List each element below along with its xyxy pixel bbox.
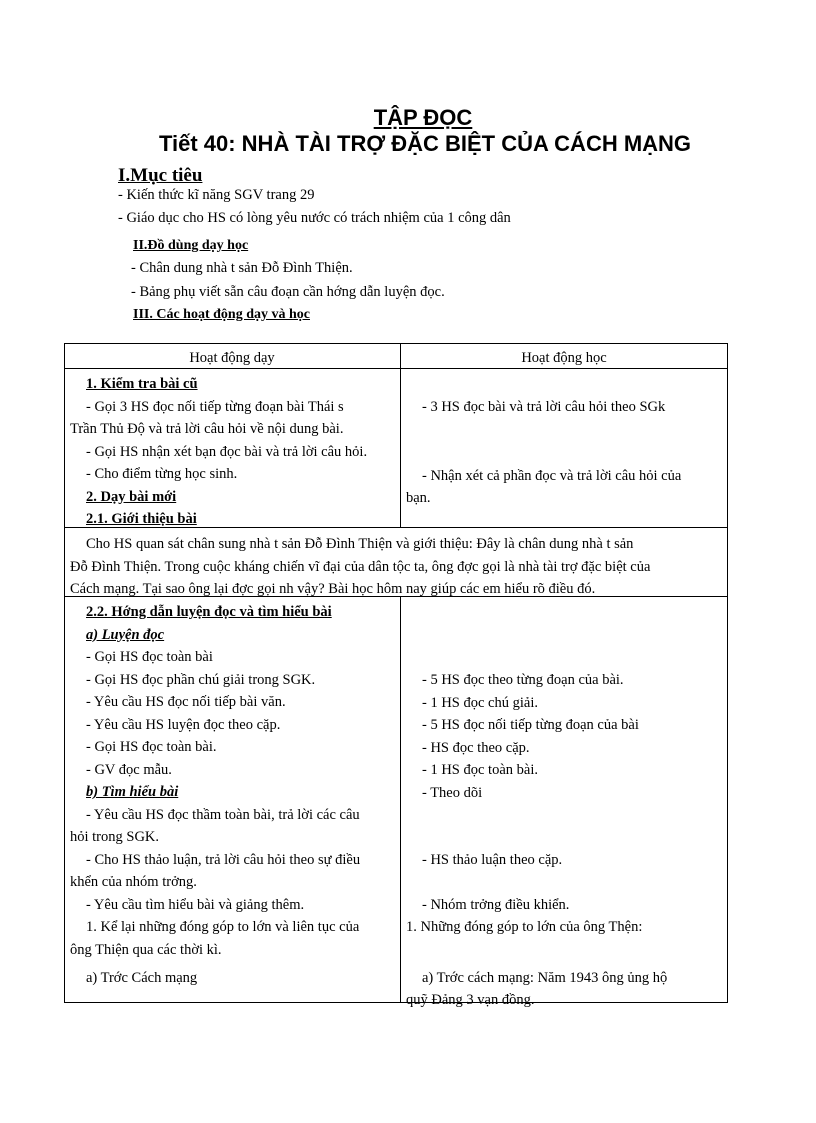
part1-student-line: - Nhận xét cả phần đọc và trả lời câu hỏi của (422, 467, 682, 484)
teacher-line: - Gọi HS đọc toàn bài. (86, 739, 217, 755)
header-student: Hoạt động học (521, 350, 607, 366)
student-line: - HS thảo luận theo cặp. (422, 852, 563, 868)
part1-teacher-cell (70, 373, 396, 531)
part1-line: - Gọi 3 HS đọc nối tiếp từng đoạn bài Thái s (86, 398, 344, 415)
part1-heading: 1. Kiểm tra bài cũ (86, 376, 198, 392)
part2-teacher-cell (70, 601, 396, 990)
section22-heading: 2.2. Hớng dẫn luyện đọc và tìm hiểu bài (86, 604, 332, 620)
student-line: 1. Những đóng góp to lớn của ông Thện: (406, 919, 643, 935)
teacher-line: a) Trớc Cách mạng (86, 970, 198, 986)
part2-student-cell (406, 669, 722, 1012)
column-divider-bottom (400, 596, 401, 1003)
section-activities-heading: III. Các hoạt động dạy và học (133, 307, 310, 322)
part1-student-line: - 3 HS đọc bài và trả lời câu hỏi theo SGk (422, 399, 666, 415)
column-divider-top (400, 343, 401, 527)
teacher-line: - GV đọc mẫu. (86, 761, 172, 778)
student-line: quỹ Đảng 3 vạn đồng. (406, 992, 535, 1008)
student-line: - Theo dõi (422, 784, 483, 801)
teacher-line: 1. Kể lại những đóng góp to lớn và liên tục của (86, 919, 360, 935)
teacher-line: - Gọi HS đọc phần chú giải trong SGK. (86, 671, 316, 688)
objective-item: - Kiến thức kĩ năng SGV trang 29 (118, 187, 315, 203)
teacher-line: hỏi trong SGK. (70, 829, 160, 845)
material-item: - Bảng phụ viết sẵn câu đoạn cần hớng dẫn luyện đọc. (131, 284, 445, 300)
student-line: - Nhóm trởng điều khiển. (422, 896, 570, 913)
student-line: - 1 HS đọc chú giải. (422, 694, 538, 711)
comprehension-heading: b) Tìm hiểu bài (86, 784, 179, 800)
part1-student-line: bạn. (406, 490, 431, 506)
part1-line: Trần Thủ Độ và trả lời câu hỏi về nội dung bài. (70, 421, 344, 437)
teacher-line: khển của nhóm trởng. (70, 874, 197, 890)
objective-item: - Giáo dục cho HS có lòng yêu nước có trách nhiệm của 1 công dân (118, 210, 511, 226)
section-objectives-heading: I.Mục tiêu (118, 165, 203, 186)
lesson-title: Tiết 40: NHÀ TÀI TRỢ ĐẶC BIỆT CỦA CÁCH MẠNG (158, 131, 692, 156)
teacher-line: - Yêu cầu tìm hiểu bài và giảng thêm. (86, 896, 305, 913)
part1-student-cell (406, 396, 722, 510)
document-title: TẬP ĐỌC (373, 105, 473, 130)
section-materials-heading: II.Đồ dùng dạy học (133, 238, 249, 253)
student-line: - 5 HS đọc nối tiếp từng đoạn của bài (422, 717, 639, 733)
intro-line: Đỗ Đình Thiện. Trong cuộc kháng chiến vĩ đại của dân tộc ta, ông đợc gọi là nhà tài trợ đặc biệt của (70, 558, 651, 575)
student-line: - 1 HS đọc toàn bài. (422, 762, 538, 778)
teacher-line: - Gọi HS đọc toàn bài (86, 649, 213, 665)
material-item: - Chân dung nhà t sản Đỗ Đình Thiện. (131, 260, 353, 276)
teacher-line: - Yêu cầu HS đọc nối tiếp bài văn. (86, 694, 286, 710)
teacher-line: - Yêu cầu HS luyện đọc theo cặp. (86, 716, 281, 733)
header-teacher: Hoạt động dạy (189, 350, 275, 366)
student-line: a) Trớc cách mạng: Năm 1943 ông ủng hộ (422, 969, 668, 986)
student-line: - HS đọc theo cặp. (422, 739, 530, 756)
teacher-line: - Cho HS thảo luận, trả lời câu hỏi theo sự điều (86, 851, 361, 868)
teacher-line: - Yêu cầu HS đọc thầm toàn bài, trả lời các câu (86, 806, 360, 823)
intro-line: Cho HS quan sát chân sung nhà t sản Đỗ Đình Thiện và giới thiệu: Đây là chân dung nhà t sản (86, 536, 634, 552)
part1-line: - Gọi HS nhận xét bạn đọc bài và trả lời câu hỏi. (86, 443, 368, 460)
part21-heading: 2.1. Giới thiệu bài (86, 511, 197, 527)
teacher-line: ông Thiện qua các thời kì. (70, 941, 222, 958)
part1-line: - Cho điểm từng học sinh. (86, 466, 238, 482)
intro-line: Cách mạng. Tại sao ông lại đợc gọi nh vậy? Bài học hôm nay giúp các em hiểu rõ điều đó. (70, 581, 596, 597)
header-divider (64, 368, 728, 369)
student-line: - 5 HS đọc theo từng đoạn của bài. (422, 672, 624, 688)
reading-heading: a) Luyện đọc (86, 626, 165, 643)
intro-paragraph (70, 533, 722, 601)
part2-heading: 2. Dạy bài mới (86, 488, 177, 505)
